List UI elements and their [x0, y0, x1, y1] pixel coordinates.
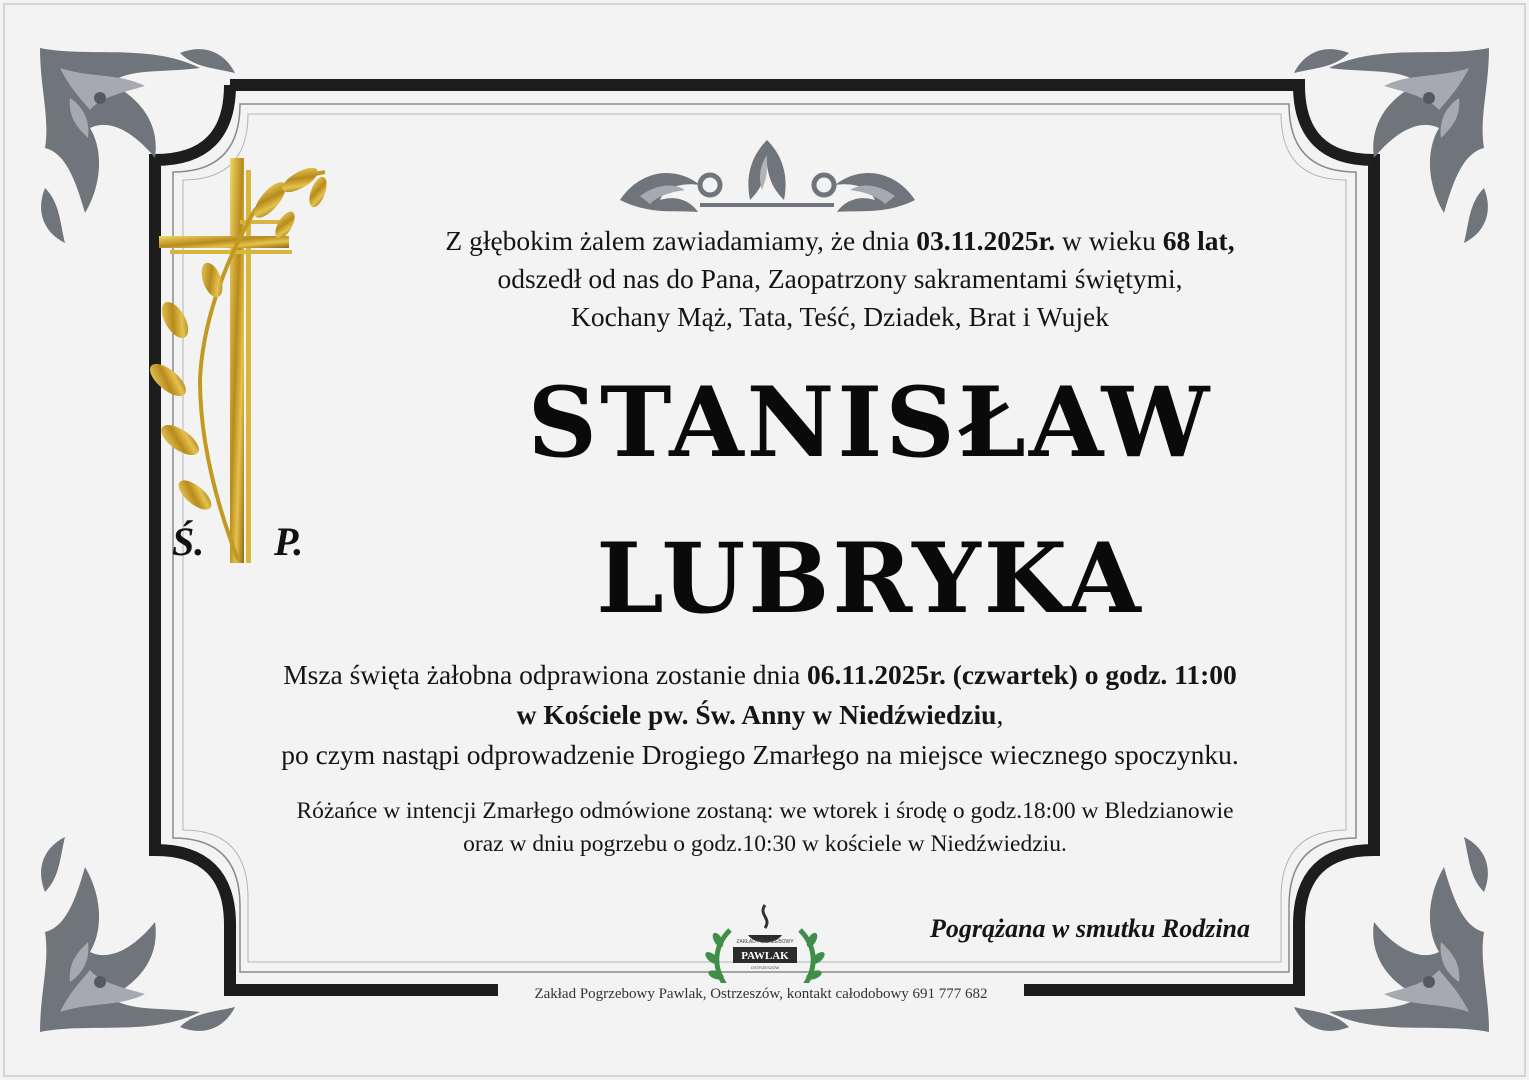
rosary-line-2: oraz w dniu pogrzebu o godz.10:30 w kościele w Niedźwiedziu. — [463, 831, 1067, 857]
mass-date-time: 06.11.2025r. (czwartek) o godz. 11:00 — [807, 659, 1237, 690]
logo-sub-text: OSTRZESZÓW — [750, 965, 780, 970]
family-signature: Pogrążana w smutku Rodzina — [929, 914, 1251, 943]
footer-contact: Zakład Pogrzebowy Pawlak, Ostrzeszów, kontakt całodobowy 691 777 682 — [534, 986, 988, 1002]
logo-lettering — [725, 925, 805, 975]
mass-line-3: po czym nastąpi odprowadzenie Drogiego Zmarłego na miejsce wiecznego spoczynku. — [281, 739, 1239, 770]
rosary-details — [210, 795, 1320, 861]
sp-p: P. — [274, 519, 304, 564]
mass-church: w Kościele pw. Św. Anny w Niedźwiedziu — [516, 699, 997, 730]
golden-cross — [159, 158, 292, 563]
intro-line-2: odszedł od nas do Pana, Zaopatrzony sakramentami świętymi, — [497, 263, 1183, 294]
deceased-last-name: LUBRYKA — [596, 522, 1144, 635]
mass-text-a: Msza święta żałobna odprawiona zostanie dnia — [283, 659, 808, 690]
intro-line-3: Kochany Mąż, Tata, Teść, Dziadek, Brat i Wujek — [571, 301, 1109, 332]
deceased-first-name: STANISŁAW — [527, 366, 1213, 479]
logo-name: PAWLAK — [741, 950, 789, 962]
logo-arc-text: ZAKŁAD POGRZEBOWY — [736, 939, 794, 945]
age: 68 lat, — [1162, 225, 1235, 256]
death-date: 03.11.2025r. — [916, 225, 1056, 256]
intro-text-a: Z głębokim żalem zawiadamiamy, że dnia — [445, 225, 917, 256]
intro-text-b: w wieku — [1055, 225, 1163, 256]
mass-comma: , — [996, 699, 1004, 730]
announcement-intro — [330, 222, 1350, 336]
rosary-line-1: Różańce w intencji Zmarłego odmówione zostaną: we wtorek i środę o godz.18:00 w Bledzianowie — [296, 798, 1234, 824]
sp-s: Ś. — [172, 519, 205, 564]
mass-details — [180, 655, 1340, 775]
top-center-ornament — [620, 140, 915, 212]
